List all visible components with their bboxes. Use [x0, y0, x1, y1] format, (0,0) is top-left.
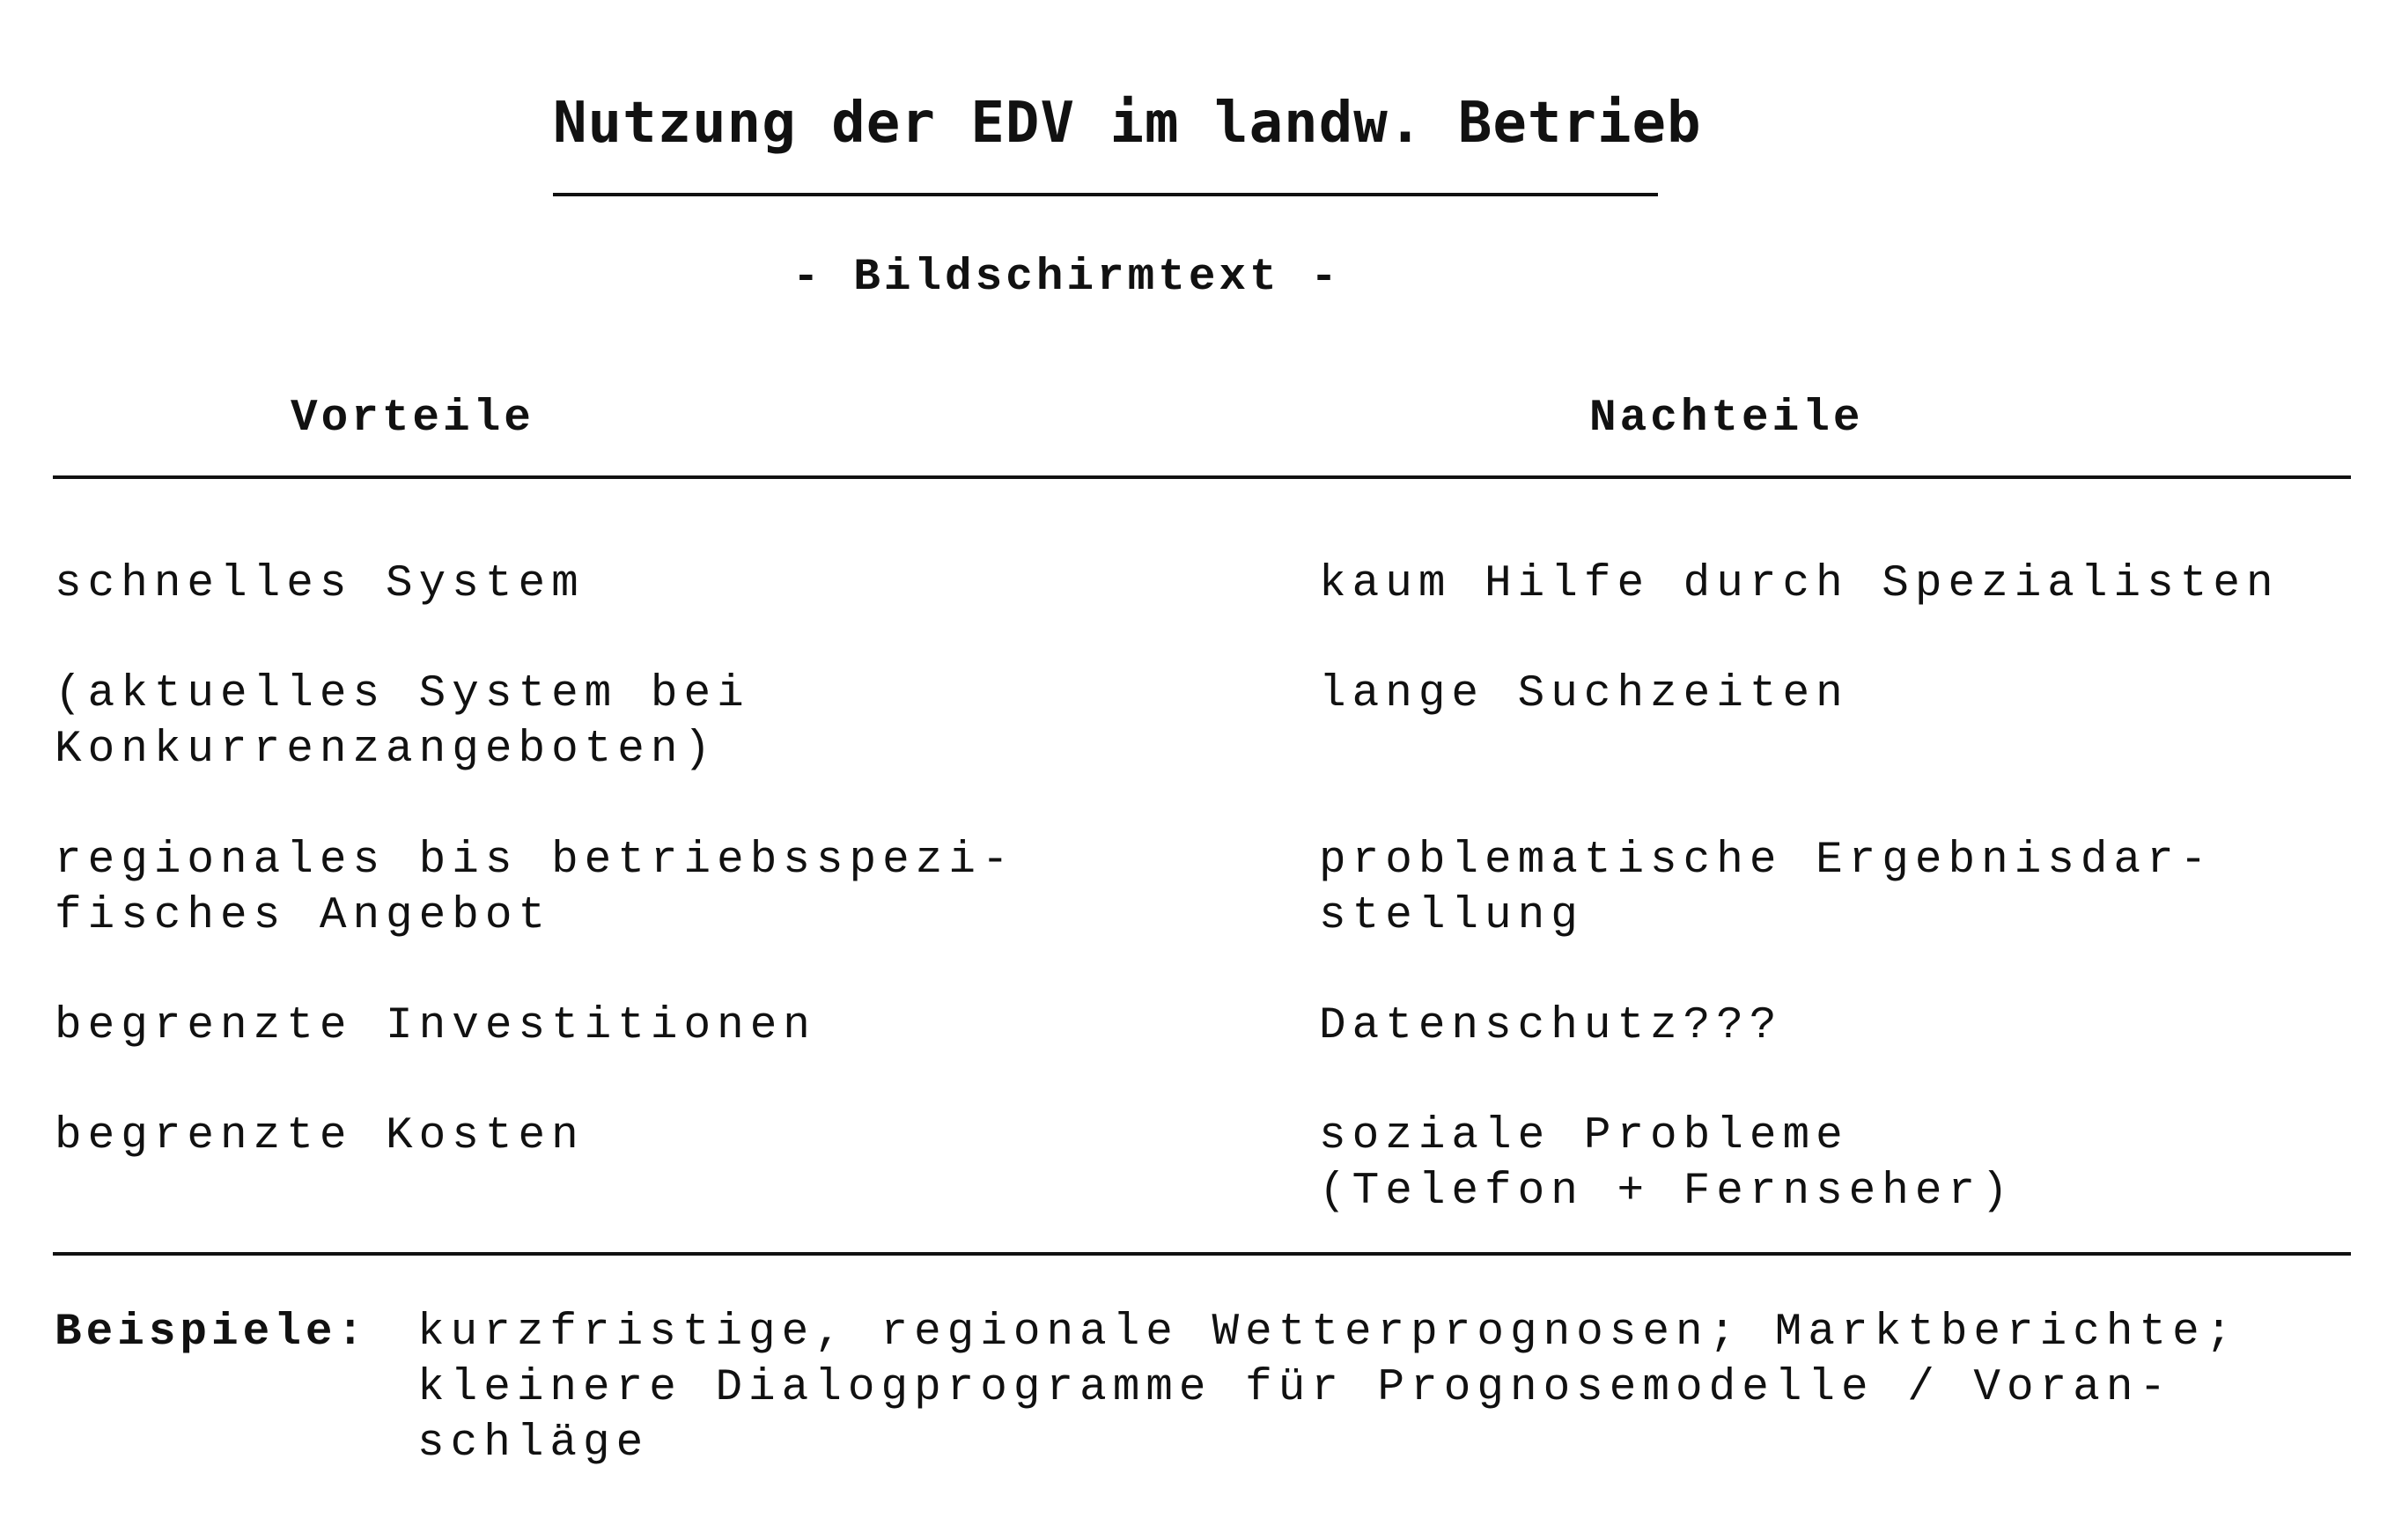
- page-subtitle: - Bildschirmtext -: [792, 253, 1341, 303]
- advantage-item: (aktuelles System bei Konkurrenzangeboten): [55, 669, 750, 775]
- advantage-item: regionales bis betriebsspezi- fisches Angebot: [55, 836, 1015, 941]
- advantages-heading: Vorteile: [291, 394, 534, 444]
- advantage-item: begrenzte Investitionen: [55, 1001, 816, 1051]
- disadvantage-item: soziale Probleme (Telefon + Fernseher): [1319, 1111, 2015, 1217]
- title-underline: [553, 193, 1658, 196]
- disadvantage-item: kaum Hilfe durch Spezialisten: [1319, 559, 2280, 609]
- examples-text: kurzfristige, regionale Wetterprognosen; Marktberichte; kleinere Dialogprogramme für Prognosemodelle / Voran- schläge: [417, 1308, 2239, 1469]
- examples-label: Beispiele:: [55, 1308, 369, 1358]
- table-bottom-rule: [53, 1252, 2351, 1256]
- examples-section: [55, 1305, 2238, 1471]
- page-title: Nutzung der EDV im landw. Betrieb: [553, 91, 1702, 156]
- advantage-item: schnelles System: [55, 559, 585, 609]
- table-top-rule: [53, 475, 2351, 479]
- disadvantage-item: problematische Ergebnisdar- stellung: [1319, 836, 2214, 941]
- disadvantage-item: lange Suchzeiten: [1319, 669, 1849, 719]
- disadvantage-item: Datenschutz???: [1319, 1001, 1783, 1051]
- disadvantages-heading: Nachteile: [1589, 394, 1864, 444]
- advantage-item: begrenzte Kosten: [55, 1111, 585, 1161]
